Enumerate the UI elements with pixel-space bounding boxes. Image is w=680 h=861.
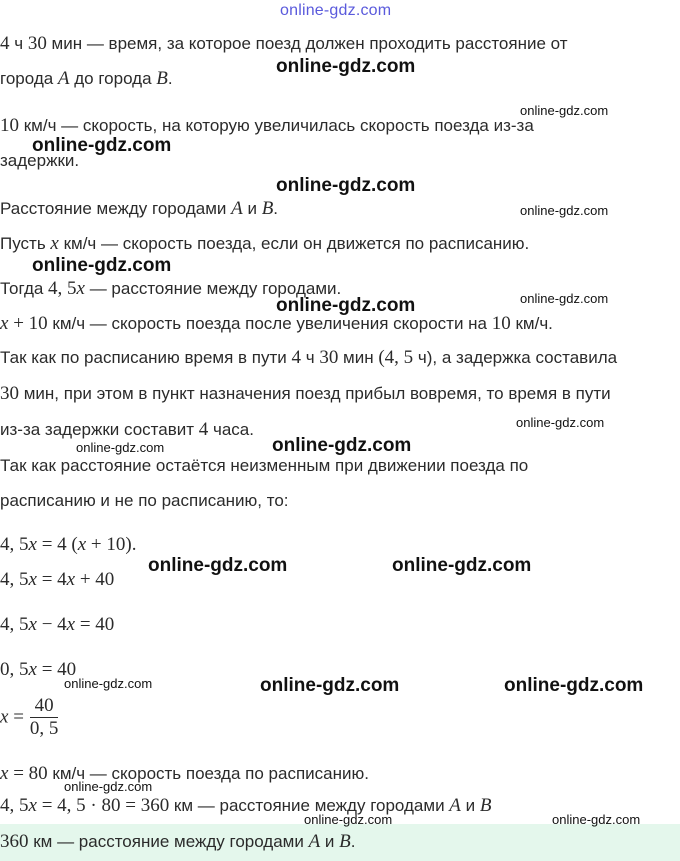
- text-line: x + 10 км/ч — скорость поезда после увеличения скорости на 10 км/ч.: [0, 313, 553, 334]
- watermark: online-gdz.com: [552, 812, 641, 827]
- text-line: Тогда 4, 5x — расстояние между городами.: [0, 278, 342, 299]
- watermark: online-gdz.com: [148, 555, 288, 576]
- watermark: online-gdz.com: [276, 56, 416, 77]
- text-line: 4 ч 30 мин — время, за которое поезд должен проходить расстояние от: [0, 33, 568, 54]
- answer-line: 360 км — расстояние между городами A и B.: [0, 831, 356, 852]
- watermark: online-gdz.com: [304, 812, 393, 827]
- equation-fraction: x = $\frac{40}{0, 5}$: [0, 695, 59, 739]
- watermark: online-gdz.com: [64, 779, 153, 794]
- equation: 4, 5x − 4x = 40: [0, 614, 115, 635]
- watermark: online-gdz.com: [520, 291, 609, 306]
- watermark: online-gdz.com: [520, 203, 609, 218]
- text-line: Расстояние между городами A и B.: [0, 198, 279, 219]
- text-line: задержки.: [0, 151, 80, 170]
- text-line: из-за задержки составит 4 часа.: [0, 419, 254, 440]
- watermark: online-gdz.com: [520, 103, 609, 118]
- watermark: online-gdz.com: [32, 255, 172, 276]
- equation: 0, 5x = 40: [0, 659, 77, 680]
- text-line: 10 км/ч — скорость, на которую увеличилась скорость поезда из-за: [0, 115, 534, 136]
- watermark: online-gdz.com: [392, 555, 532, 576]
- equation: 4, 5x = 4x + 40: [0, 569, 115, 590]
- fraction: $\frac{40}{0, 5}$: [29, 695, 59, 739]
- text-line: города A до города B.: [0, 68, 173, 89]
- text-line: Пусть x км/ч — скорость поезда, если он движется по расписанию.: [0, 233, 530, 254]
- equation: 4, 5x = 4 (x + 10).: [0, 534, 137, 555]
- watermark: online-gdz.com: [516, 415, 605, 430]
- watermark: online-gdz.com: [276, 295, 416, 316]
- watermark: online-gdz.com: [76, 440, 165, 455]
- watermark: online-gdz.com: [272, 435, 412, 456]
- text-line: 30 мин, при этом в пункт назначения поезд прибыл вовремя, то время в пути: [0, 383, 611, 404]
- watermark: online-gdz.com: [32, 135, 172, 156]
- text-line: расписанию и не по расписанию, то:: [0, 491, 289, 510]
- equation: 4, 5x = 4, 5 · 80 = 360 км — расстояние между городами A и B: [0, 795, 492, 816]
- watermark: online-gdz.com: [260, 675, 400, 696]
- watermark: online-gdz.com: [64, 676, 153, 691]
- equation: x = 80 км/ч — скорость поезда по расписанию.: [0, 763, 369, 784]
- text-line: Так как расстояние остаётся неизменным при движении поезда по: [0, 456, 529, 475]
- watermark: online-gdz.com: [504, 675, 644, 696]
- watermark: online-gdz.com: [276, 175, 416, 196]
- site-watermark: online-gdz.com: [280, 2, 392, 19]
- text-line: Так как по расписанию время в пути 4 ч 30 мин (4, 5 ч), а задержка составила: [0, 347, 618, 368]
